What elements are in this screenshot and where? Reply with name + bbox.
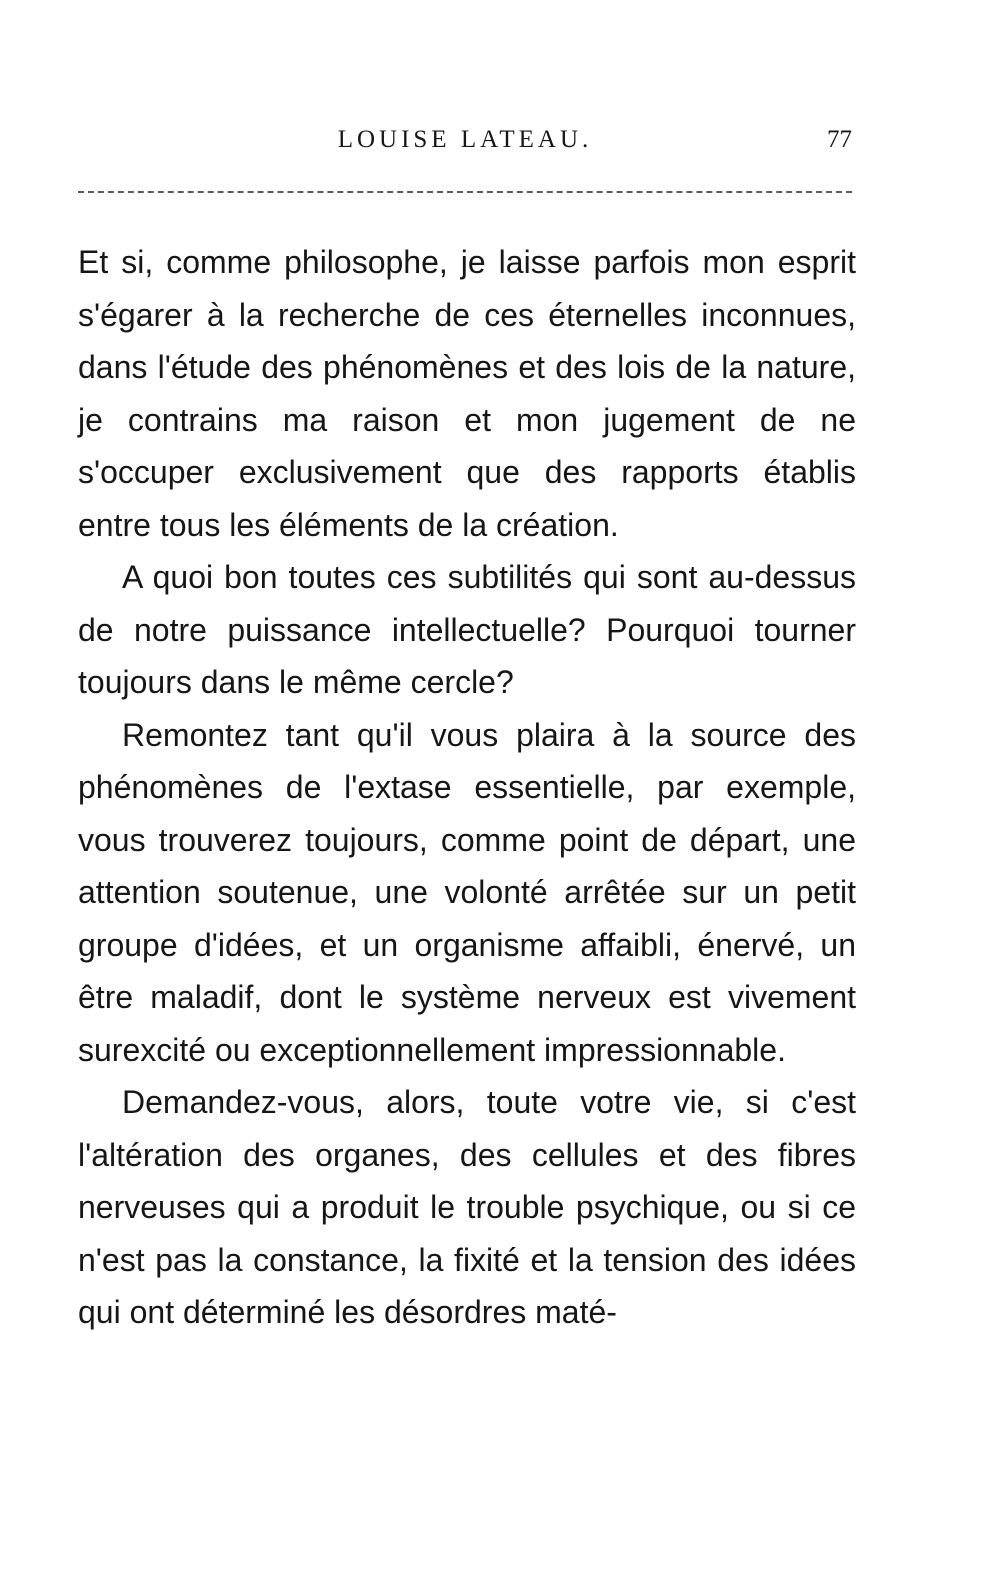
running-title: LOUISE LATEAU. [337,126,593,153]
paragraph-4: Demandez-vous, alors, toute votre vie, si c'est l'altération des organes, des cellules et des fibres nerveuses qui a produit le trouble psychique, ou si ce n'est pas la constance, la fixité et la tension des idées qui ont déterminé les désordres maté- [78,1084,856,1330]
paragraph-1: Et si, comme philosophe, je laisse parfois mon esprit s'égarer à la recherche de ces éternelles inconnues, dans l'étude des phénomènes et des lois de la nature, je contrains ma raison et mon jugement de ne s'occuper exclusivement que des rapports établis entre tous les éléments de la création. [78,244,856,543]
body-text [78,236,856,1339]
page-header [78,122,852,162]
paragraph-2: A quoi bon toutes ces subtilités qui sont au-dessus de notre puissance intellectuelle? Pourquoi tourner toujours dans le même cercle? [78,559,856,700]
page-number: 77 [827,126,852,153]
paragraph-3: Remontez tant qu'il vous plaira à la source des phénomènes de l'extase essentielle, par exemple, vous trouverez toujours, comme point de départ, une attention soutenue, une volonté arrêtée sur un petit groupe d'idées, et un organisme affaibli, énervé, un être maladif, dont le système nerveux est vivement surexcité ou exceptionnellement impressionnable. [78,716,856,1068]
header-rule [78,191,852,193]
